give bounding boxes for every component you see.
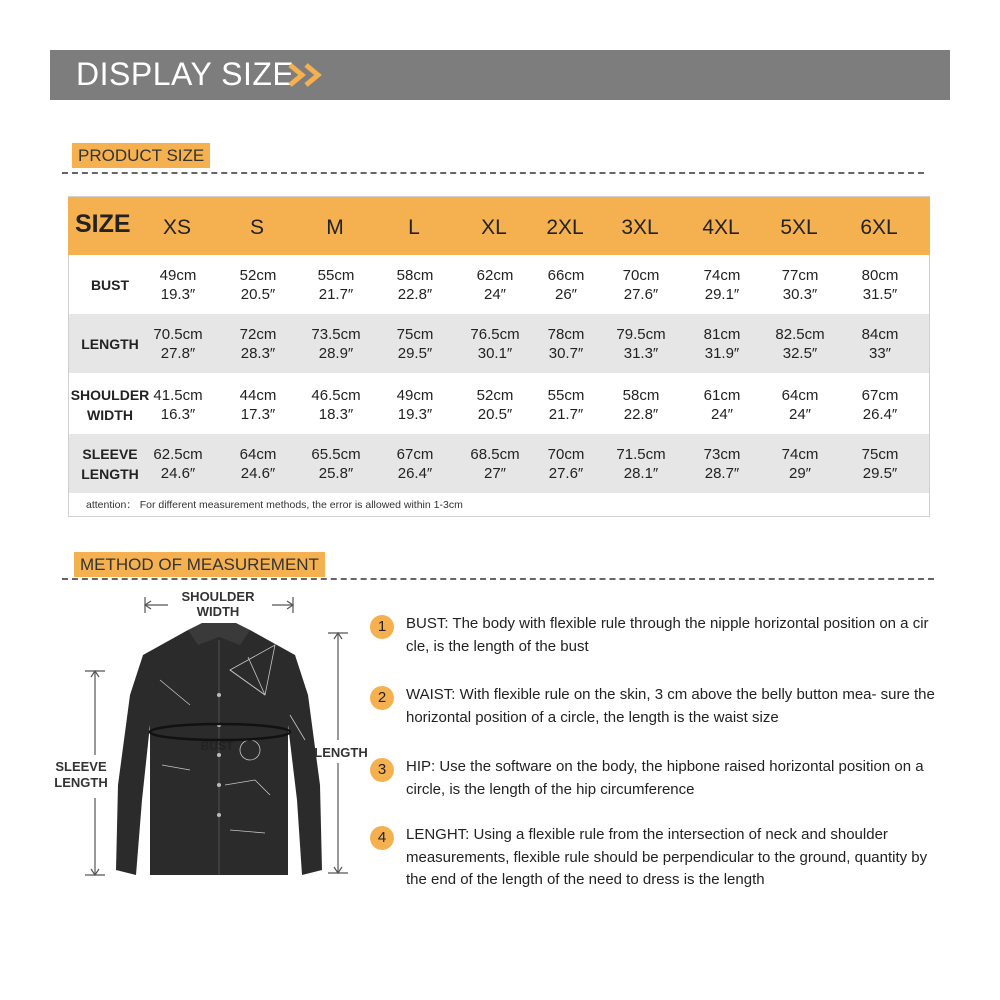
cell-inch-value: 18.3″	[318, 405, 354, 423]
table-cell	[375, 325, 455, 363]
row-label: SLEEVE LENGTH	[81, 445, 139, 482]
cell-cm-value: 82.5cm	[775, 325, 825, 343]
cell-cm-value: 64cm	[239, 445, 277, 463]
table-row	[69, 314, 929, 373]
bust-label: BUST	[200, 739, 234, 753]
cell-cm-value: 73.5cm	[311, 325, 361, 343]
method-description: BUST: The body with flexible rule through the nipple horizontal position on a cir cle, is the length of the bust	[406, 615, 929, 655]
length-label: LENGTH	[314, 745, 368, 760]
cell-cm-value: 52cm	[239, 266, 277, 284]
cell-inch-value: 26″	[555, 285, 577, 303]
size-column-header: L	[408, 216, 420, 239]
cell-inch-value: 24.6″	[240, 464, 276, 482]
cell-inch-value: 20.5″	[477, 405, 513, 423]
cell-cm-value: 70.5cm	[153, 325, 203, 343]
table-cell	[682, 266, 762, 304]
method-of-measurement-label: METHOD OF MEASUREMENT	[74, 552, 325, 577]
table-cell	[526, 386, 606, 424]
table-row	[69, 255, 929, 314]
table-cell	[455, 386, 535, 424]
table-row	[69, 434, 929, 493]
cell-cm-value: 71.5cm	[616, 445, 666, 463]
table-row	[69, 375, 929, 434]
table-cell	[682, 445, 762, 483]
cell-cm-value: 74cm	[781, 445, 819, 463]
cell-inch-value: 27.6″	[623, 285, 659, 303]
cell-cm-value: 44cm	[239, 386, 277, 404]
cell-inch-value: 24″	[484, 285, 506, 303]
table-cell	[455, 445, 535, 483]
cell-cm-value: 62.5cm	[153, 445, 203, 463]
cell-cm-value: 58cm	[622, 386, 660, 404]
product-size-label: PRODUCT SIZE	[72, 143, 210, 168]
cell-cm-value: 78cm	[547, 325, 585, 343]
method-description: LENGHT: Using a flexible rule from the intersection of neck and shoulder measurements, flexible rule should be perpendicular to the ground, quantity by the end of the length of the need to dress is the length	[406, 826, 928, 888]
cell-inch-value: 30.1″	[477, 344, 513, 362]
cell-cm-value: 46.5cm	[311, 386, 361, 404]
cell-inch-value: 19.3″	[397, 405, 433, 423]
table-cell	[296, 266, 376, 304]
sleeve-length-label-line2: LENGTH	[54, 775, 108, 790]
cell-cm-value: 52cm	[476, 386, 514, 404]
table-cell	[138, 445, 218, 483]
cell-inch-value: 20.5″	[240, 285, 276, 303]
cell-inch-value: 17.3″	[240, 405, 276, 423]
cell-cm-value: 62cm	[476, 266, 514, 284]
cell-inch-value: 33″	[869, 344, 891, 362]
cell-inch-value: 24″	[789, 405, 811, 423]
cell-cm-value: 81cm	[703, 325, 741, 343]
cell-cm-value: 72cm	[239, 325, 277, 343]
table-cell	[296, 386, 376, 424]
cell-inch-value: 27″	[484, 464, 506, 482]
sleeve-length-label: SLEEVE	[55, 759, 107, 774]
cell-cm-value: 67cm	[396, 445, 434, 463]
cell-inch-value: 30.3″	[782, 285, 818, 303]
row-label: SHOULDER WIDTH	[70, 386, 150, 423]
row-label: BUST	[90, 276, 130, 293]
table-cell	[840, 266, 920, 304]
table-cell	[601, 266, 681, 304]
cell-inch-value: 30.7″	[548, 344, 584, 362]
banner-title: DISPLAY SIZE	[76, 56, 295, 92]
cell-inch-value: 25.8″	[318, 464, 354, 482]
table-cell	[760, 386, 840, 424]
size-table-header	[68, 197, 930, 255]
number-badge: 3	[370, 758, 394, 782]
table-cell	[526, 445, 606, 483]
cell-inch-value: 28.9″	[318, 344, 354, 362]
size-header-label: SIZE	[75, 210, 131, 238]
attention-note: attention： For different measurement methods, the error is allowed within 1-3cm	[86, 499, 463, 511]
table-cell	[682, 386, 762, 424]
table-cell	[526, 325, 606, 363]
cell-cm-value: 75cm	[861, 445, 899, 463]
table-cell	[375, 386, 455, 424]
table-cell	[601, 386, 681, 424]
cell-inch-value: 22.8″	[397, 285, 433, 303]
cell-cm-value: 49cm	[396, 386, 434, 404]
shoulder-width-label-line2: WIDTH	[196, 604, 240, 619]
cell-inch-value: 21.7″	[318, 285, 354, 303]
table-cell	[455, 325, 535, 363]
table-cell	[760, 445, 840, 483]
cell-cm-value: 61cm	[703, 386, 741, 404]
table-cell	[601, 325, 681, 363]
cell-cm-value: 55cm	[317, 266, 355, 284]
size-column-header: 5XL	[780, 216, 818, 239]
cell-cm-value: 49cm	[159, 266, 197, 284]
shoulder-width-label: SHOULDER	[181, 589, 255, 604]
section-divider	[62, 578, 934, 580]
size-column-header: 6XL	[860, 216, 898, 239]
size-column-header: 4XL	[702, 216, 740, 239]
table-cell	[218, 445, 298, 483]
cell-inch-value: 28.7″	[704, 464, 740, 482]
table-cell	[218, 266, 298, 304]
table-cell	[296, 445, 376, 483]
cell-inch-value: 24″	[711, 405, 733, 423]
table-cell	[526, 266, 606, 304]
table-cell	[218, 386, 298, 424]
cell-inch-value: 31.5″	[862, 285, 898, 303]
cell-inch-value: 29.1″	[704, 285, 740, 303]
cell-cm-value: 84cm	[861, 325, 899, 343]
table-cell	[601, 445, 681, 483]
cell-cm-value: 68.5cm	[470, 445, 520, 463]
method-description: WAIST: With flexible rule on the skin, 3 cm above the belly button mea- sure the horizontal position of a circle, the length is the waist size	[406, 686, 935, 726]
table-cell	[138, 386, 218, 424]
table-cell	[375, 445, 455, 483]
cell-inch-value: 27.8″	[160, 344, 196, 362]
size-column-header: XL	[481, 216, 507, 239]
table-cell	[760, 266, 840, 304]
row-label: LENGTH	[81, 335, 139, 352]
cell-cm-value: 66cm	[547, 266, 585, 284]
cell-cm-value: 79.5cm	[616, 325, 666, 343]
table-cell	[138, 325, 218, 363]
display-size-banner	[50, 50, 950, 100]
size-column-header: XS	[162, 216, 191, 239]
size-column-header: 3XL	[621, 216, 659, 239]
method-description: HIP: Use the software on the body, the hipbone raised horizontal position on a circle, is the length of the hip circumference	[406, 758, 924, 798]
cell-cm-value: 75cm	[396, 325, 434, 343]
cell-inch-value: 26.4″	[862, 405, 898, 423]
cell-inch-value: 28.3″	[240, 344, 276, 362]
table-cell	[218, 325, 298, 363]
size-column-header: 2XL	[546, 216, 584, 239]
cell-inch-value: 29.5″	[862, 464, 898, 482]
table-cell	[138, 266, 218, 304]
cell-inch-value: 29″	[789, 464, 811, 482]
cell-inch-value: 28.1″	[623, 464, 659, 482]
cell-cm-value: 64cm	[781, 386, 819, 404]
number-badge: 1	[370, 615, 394, 639]
cell-cm-value: 80cm	[861, 266, 899, 284]
cell-cm-value: 58cm	[396, 266, 434, 284]
cell-cm-value: 70cm	[547, 445, 585, 463]
table-cell	[840, 325, 920, 363]
table-cell	[840, 445, 920, 483]
cell-cm-value: 70cm	[622, 266, 660, 284]
cell-inch-value: 16.3″	[160, 405, 196, 423]
table-cell	[760, 325, 840, 363]
table-cell	[840, 386, 920, 424]
cell-cm-value: 41.5cm	[153, 386, 203, 404]
cell-inch-value: 26.4″	[397, 464, 433, 482]
table-cell	[455, 266, 535, 304]
table-cell	[375, 266, 455, 304]
cell-cm-value: 77cm	[781, 266, 819, 284]
number-badge: 4	[370, 826, 394, 850]
cell-inch-value: 27.6″	[548, 464, 584, 482]
size-column-header: S	[249, 216, 264, 239]
cell-cm-value: 67cm	[861, 386, 899, 404]
section-divider	[62, 172, 924, 174]
cell-inch-value: 32.5″	[782, 344, 818, 362]
cell-inch-value: 31.3″	[623, 344, 659, 362]
cell-inch-value: 19.3″	[160, 285, 196, 303]
size-column-header: M	[326, 216, 344, 239]
shirt-measurement-diagram	[50, 585, 370, 905]
cell-inch-value: 31.9″	[704, 344, 740, 362]
cell-cm-value: 73cm	[703, 445, 741, 463]
cell-cm-value: 55cm	[547, 386, 585, 404]
cell-inch-value: 22.8″	[623, 405, 659, 423]
cell-cm-value: 76.5cm	[470, 325, 520, 343]
cell-cm-value: 74cm	[703, 266, 741, 284]
cell-inch-value: 29.5″	[397, 344, 433, 362]
table-cell	[296, 325, 376, 363]
double-chevron-right-icon	[286, 62, 330, 88]
cell-inch-value: 24.6″	[160, 464, 196, 482]
number-badge: 2	[370, 686, 394, 710]
table-cell	[682, 325, 762, 363]
cell-inch-value: 21.7″	[548, 405, 584, 423]
cell-cm-value: 65.5cm	[311, 445, 361, 463]
